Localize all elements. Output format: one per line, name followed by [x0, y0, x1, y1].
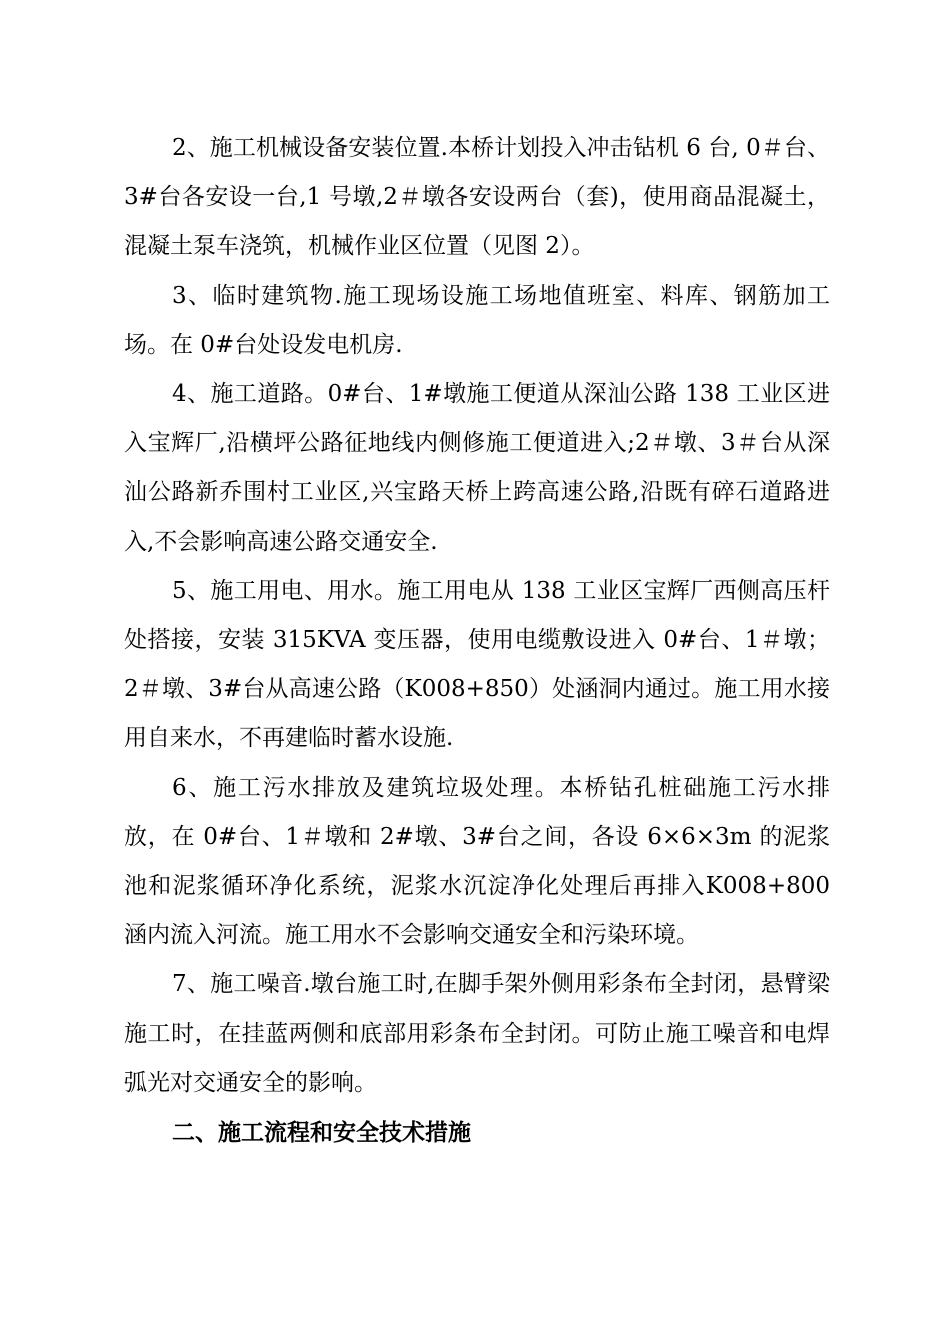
paragraph-sewage: 6、施工污水排放及建筑垃圾处理。本桥钻孔桩础施工污水排放，在 0#台、1＃墩和 2#墩、3#台之间，各设 6×6×3m 的泥浆池和泥浆循环净化系统，泥浆水沉淀净化处理后再排入K008+800 涵内流入河流。施工用水不会影响交通安全和污染环境。: [124, 774, 830, 949]
paragraph-power-water: 5、施工用电、用水。施工用电从 138 工业区宝辉厂西侧高压杆处搭接，安装 315KVA 变压器，使用电缆敷设进入 0#台、1＃墩；2＃墩、3#台从高速公路（K008+850）处涵洞内通过。施工用水接用自来水，不再建临时蓄水设施.: [124, 577, 830, 752]
section-heading: 二、施工流程和安全技术措施: [172, 1119, 471, 1147]
paragraph-noise: 7、施工噪音.墩台施工时,在脚手架外侧用彩条布全封闭，悬臂梁施工时，在挂蓝两侧和底部用彩条布全封闭。可防止施工噪音和电焊弧光对交通安全的影响。: [124, 971, 830, 1096]
paragraph-roads: 4、施工道路。0#台、1#墩施工便道从深汕公路 138 工业区进入宝辉厂,沿横坪公路征地线内侧修施工便道进入;2＃墩、3＃台从深汕公路新乔围村工业区,兴宝路天桥上跨高速公路,沿既有碎石道路进入,不会影响高速公路交通安全.: [124, 381, 830, 555]
paragraph-machinery: 2、施工机械设备安装位置.本桥计划投入冲击钻机 6 台, 0＃台、3#台各安设一台,1 号墩,2＃墩各安设两台（套)，使用商品混凝土，混凝土泵车浇筑，机械作业区位置（见图 2）。: [124, 135, 830, 260]
paragraph-temporary-buildings: 3、临时建筑物.施工现场设施工场地值班室、料库、钢筋加工场。在 0#台处设发电机房.: [124, 282, 830, 358]
document-body: [124, 124, 830, 1157]
